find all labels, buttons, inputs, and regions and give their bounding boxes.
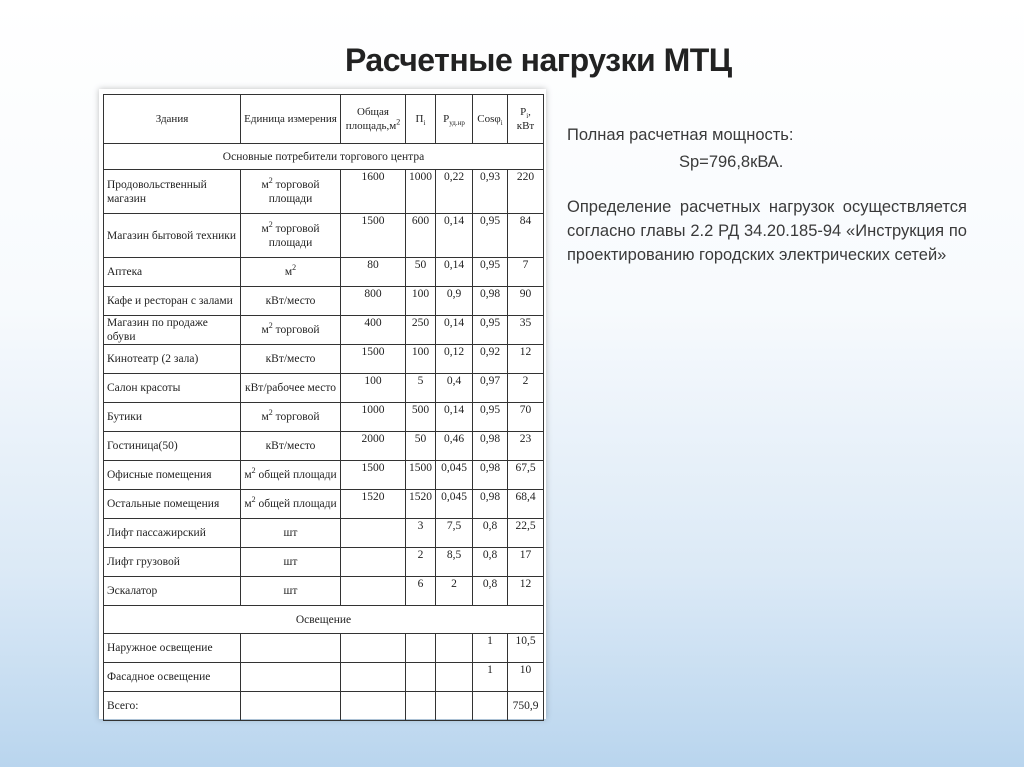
cell-area: 1520 (341, 490, 406, 519)
cell-pud: 0,12 (436, 345, 473, 374)
cell-area (341, 548, 406, 577)
table-row (104, 490, 544, 519)
section-row-light (104, 606, 544, 634)
definition-text: Определение расчетных нагрузок осуществляется согласно главы 2.2 РД 34.20.185-94 «Инструкция по проектированию городских электрических сетей» (567, 198, 967, 264)
cell-p: 12 (508, 345, 544, 374)
cell-area: 100 (341, 374, 406, 403)
loads-table-card (99, 89, 546, 719)
cell-pi: 600 (406, 214, 436, 258)
cell-unit: $м^2$ (241, 258, 341, 287)
cell-unit: $м^2$ общей площади (241, 461, 341, 490)
cell-name: Магазин по продаже обуви (104, 316, 241, 345)
cell-pi: 250 (406, 316, 436, 345)
cell-cos: 0,92 (473, 345, 508, 374)
cell-area: 80 (341, 258, 406, 287)
header-cos: Cosφ$_i$ (473, 95, 508, 144)
cell-area: 1000 (341, 403, 406, 432)
cell-area (341, 519, 406, 548)
header-p: $P_i$, кВт (508, 95, 544, 144)
cell-pi: 100 (406, 287, 436, 316)
cell-area (341, 577, 406, 606)
cell-p: 17 (508, 548, 544, 577)
cell-pi: 500 (406, 403, 436, 432)
cell-pi: 100 (406, 345, 436, 374)
cell-pud-empty (436, 663, 473, 692)
cell-name: Кинотеатр (2 зала) (104, 345, 241, 374)
cell-pud: 0,22 (436, 170, 473, 214)
section-light: Освещение (104, 606, 544, 634)
table-row (104, 287, 544, 316)
cell-cos: 0,98 (473, 461, 508, 490)
cell-unit: шт (241, 577, 341, 606)
cell-unit: кВт/место (241, 345, 341, 374)
cell-p: 2 (508, 374, 544, 403)
cell-p: 22,5 (508, 519, 544, 548)
header-unit: Единица измерения (241, 95, 341, 144)
cell-pi-empty (406, 663, 436, 692)
cell-unit: шт (241, 519, 341, 548)
section-row-main (104, 144, 544, 170)
cell-cos: 0,8 (473, 577, 508, 606)
cell-unit: $м^2$ торговой площади (241, 214, 341, 258)
header-pi: $П_i$ (406, 95, 436, 144)
cell-p: 10 (508, 663, 544, 692)
cell-cos: 0,98 (473, 432, 508, 461)
cell-pi: 1520 (406, 490, 436, 519)
table-row (104, 461, 544, 490)
cell-area: 800 (341, 287, 406, 316)
cell-unit: кВт/место (241, 432, 341, 461)
cell-p: 68,4 (508, 490, 544, 519)
table-row (104, 519, 544, 548)
cell-name: Гостиница(50) (104, 432, 241, 461)
cell-name: Кафе и ресторан с залами (104, 287, 241, 316)
cell-cos: 0,95 (473, 403, 508, 432)
cell-p: 23 (508, 432, 544, 461)
power-block (567, 122, 967, 176)
cell-p: 90 (508, 287, 544, 316)
cell-p: 220 (508, 170, 544, 214)
header-building: Здания (104, 95, 241, 144)
cell-cos: 0,98 (473, 287, 508, 316)
cell-unit-empty (241, 663, 341, 692)
cell-area-empty (341, 692, 406, 721)
cell-unit-empty (241, 634, 341, 663)
cell-pi: 1500 (406, 461, 436, 490)
table-row (104, 170, 544, 214)
power-value: Sp=796,8кВА. (679, 153, 784, 171)
table-row (104, 432, 544, 461)
cell-pi: 50 (406, 432, 436, 461)
cell-area-empty (341, 634, 406, 663)
cell-name: Продовольственный магазин (104, 170, 241, 214)
cell-cos: 0,93 (473, 170, 508, 214)
cell-name: Магазин бытовой техники (104, 214, 241, 258)
cell-cos: 0,95 (473, 258, 508, 287)
cell-p: 67,5 (508, 461, 544, 490)
cell-pi: 6 (406, 577, 436, 606)
cell-area: 1500 (341, 214, 406, 258)
cell-pud: 0,46 (436, 432, 473, 461)
table-row (104, 316, 544, 345)
section-main: Основные потребители торгового центра (104, 144, 544, 170)
cell-area: 1600 (341, 170, 406, 214)
cell-area: 400 (341, 316, 406, 345)
cell-unit: $м^2$ общей площади (241, 490, 341, 519)
table-row (104, 634, 544, 663)
cell-unit: кВт/место (241, 287, 341, 316)
cell-cos: 0,8 (473, 548, 508, 577)
table-row (104, 663, 544, 692)
header-pud: $P_{уд.нр}$ (436, 95, 473, 144)
cell-pud: 0,14 (436, 316, 473, 345)
cell-pud: 8,5 (436, 548, 473, 577)
header-area: Общая $площадь,м^2$ (341, 95, 406, 144)
cell-pi-empty (406, 692, 436, 721)
cell-pud-empty (436, 634, 473, 663)
cell-name: Эскалатор (104, 577, 241, 606)
total-value: 750,9 (508, 692, 544, 721)
cell-area: 2000 (341, 432, 406, 461)
cell-name: Бутики (104, 403, 241, 432)
cell-cos: 0,95 (473, 316, 508, 345)
cell-p: 84 (508, 214, 544, 258)
cell-area: 1500 (341, 461, 406, 490)
table-row (104, 577, 544, 606)
cell-cos: 0,98 (473, 490, 508, 519)
total-label: Всего: (104, 692, 241, 721)
cell-area: 1500 (341, 345, 406, 374)
table-header-row (104, 95, 544, 144)
cell-p: 7 (508, 258, 544, 287)
cell-name: Фасадное освещение (104, 663, 241, 692)
power-label: Полная расчетная мощность: (567, 126, 794, 144)
cell-pi-empty (406, 634, 436, 663)
cell-pi: 1000 (406, 170, 436, 214)
cell-name: Лифт грузовой (104, 548, 241, 577)
cell-name: Наружное освещение (104, 634, 241, 663)
cell-unit: кВт/рабочее место (241, 374, 341, 403)
table-row (104, 345, 544, 374)
cell-pud: 0,9 (436, 287, 473, 316)
cell-pud: 0,14 (436, 258, 473, 287)
cell-pi: 5 (406, 374, 436, 403)
cell-cos: 1 (473, 663, 508, 692)
page-title: Расчетные нагрузки МТЦ (345, 42, 732, 78)
cell-cos: 0,97 (473, 374, 508, 403)
table-row (104, 548, 544, 577)
cell-name: Остальные помещения (104, 490, 241, 519)
cell-pud: 0,045 (436, 461, 473, 490)
cell-name: Салон красоты (104, 374, 241, 403)
total-row (104, 692, 544, 721)
cell-unit: $м^2$ торговой (241, 403, 341, 432)
cell-pud: 0,045 (436, 490, 473, 519)
cell-pud: 2 (436, 577, 473, 606)
cell-cos: 0,95 (473, 214, 508, 258)
cell-p: 10,5 (508, 634, 544, 663)
cell-name: Офисные помещения (104, 461, 241, 490)
cell-pud-empty (436, 692, 473, 721)
cell-unit-empty (241, 692, 341, 721)
cell-pud: 0,4 (436, 374, 473, 403)
cell-p: 12 (508, 577, 544, 606)
loads-table (103, 94, 544, 721)
cell-area-empty (341, 663, 406, 692)
cell-pud: 7,5 (436, 519, 473, 548)
cell-cos: 1 (473, 634, 508, 663)
cell-p: 70 (508, 403, 544, 432)
table-row (104, 214, 544, 258)
cell-pud: 0,14 (436, 214, 473, 258)
cell-pi: 2 (406, 548, 436, 577)
cell-pi: 3 (406, 519, 436, 548)
cell-unit: $м^2$ торговой площади (241, 170, 341, 214)
cell-p: 35 (508, 316, 544, 345)
cell-pi: 50 (406, 258, 436, 287)
table-row (104, 374, 544, 403)
cell-unit: $м^2$ торговой (241, 316, 341, 345)
table-row (104, 258, 544, 287)
cell-unit: шт (241, 548, 341, 577)
cell-name: Лифт пассажирский (104, 519, 241, 548)
table-row (104, 403, 544, 432)
cell-cos: 0,8 (473, 519, 508, 548)
cell-name: Аптека (104, 258, 241, 287)
cell-pud: 0,14 (436, 403, 473, 432)
cell-cos-empty (473, 692, 508, 721)
